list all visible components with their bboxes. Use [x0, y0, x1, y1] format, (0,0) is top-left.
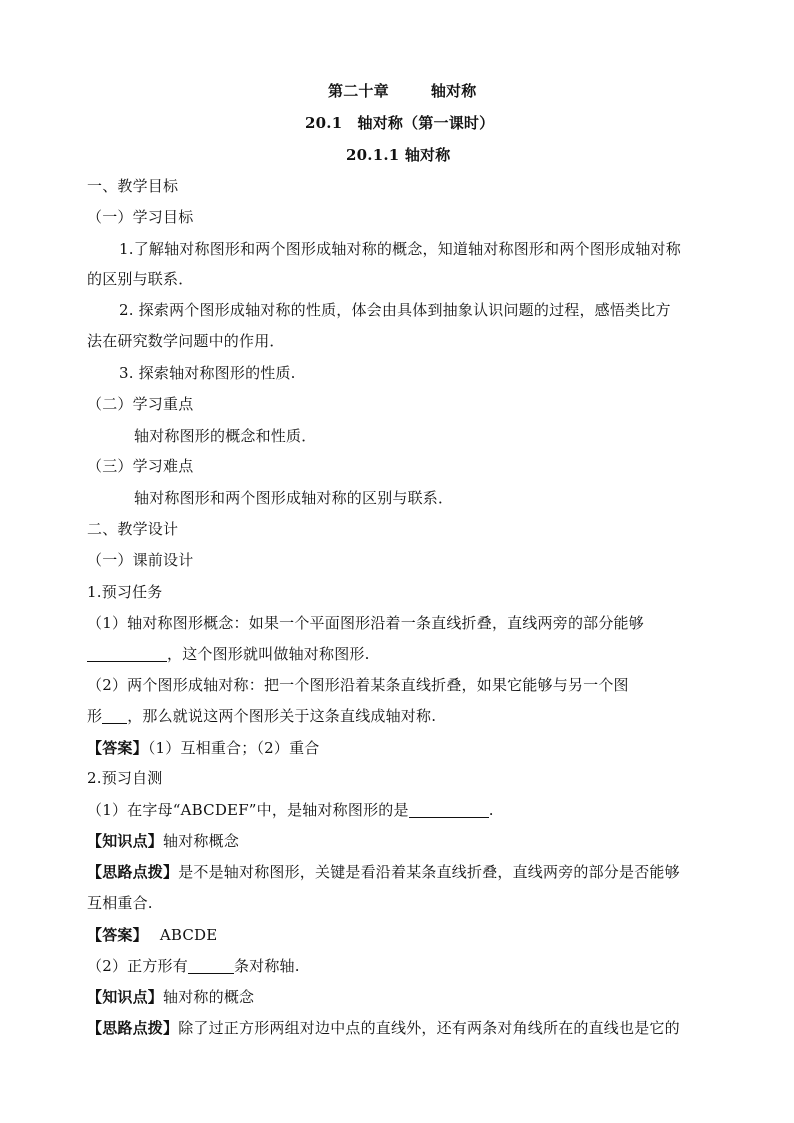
selftest-heading: 2.预习自测	[87, 769, 163, 787]
answer-label: 【答案】	[87, 739, 148, 757]
q1-hint-line2: 互相重合.	[87, 894, 153, 912]
chapter-name: 轴对称	[430, 82, 477, 100]
answer1: 【答案】（1）互相重合；（2）重合	[87, 739, 320, 757]
section-title: 20.1 轴对称（第一课时）	[305, 114, 495, 132]
task-heading: 1.预习任务	[87, 583, 163, 601]
hint-label: 【思路点拨】	[87, 863, 179, 881]
goals-heading: （一）学习目标	[87, 208, 194, 226]
key-heading: （二）学习重点	[87, 395, 194, 413]
pre-heading: （一）课前设计	[87, 551, 194, 569]
answer-blank	[87, 645, 167, 662]
answer-blank	[188, 957, 234, 974]
answer-blank	[102, 707, 127, 724]
subsection-title: 20.1.1 轴对称	[346, 146, 451, 164]
knowledge-label: 【知识点】	[87, 988, 164, 1006]
chapter-title	[328, 81, 476, 101]
hint-label: 【思路点拨】	[87, 1019, 179, 1037]
q1: （1）在字母“ABCDEF”中，是轴对称图形的是 .	[87, 801, 494, 819]
difficulty-heading: （三）学习难点	[87, 457, 194, 475]
task1-line2: ，这个图形就叫做轴对称图形.	[87, 644, 370, 664]
goal2-line2: 法在研究数学问题中的作用．	[87, 332, 285, 350]
part1-heading: 一、教学目标	[87, 177, 179, 195]
chapter-number: 第二十章	[328, 82, 389, 100]
goal2-line1: 2. 探索两个图形成轴对称的性质，体会由具体到抽象认识问题的过程，感悟类比方	[119, 301, 671, 319]
q2-hint: 【思路点拨】除了过正方形两组对边中点的直线外，还有两条对角线所在的直线也是它的	[87, 1019, 680, 1037]
q1-answer: 【答案】 ABCDE	[87, 926, 218, 944]
goal1-line2: 的区别与联系．	[87, 270, 194, 288]
difficulty-text: 轴对称图形和两个图形成轴对称的区别与联系．	[134, 489, 454, 507]
answer-blank	[409, 801, 489, 818]
q2-knowledge-point: 【知识点】轴对称的概念	[87, 988, 255, 1006]
q2: （2）正方形有 条对称轴.	[87, 957, 300, 975]
goal3: 3. 探索轴对称图形的性质.	[119, 364, 296, 382]
task2-line1: （2）两个图形成轴对称：把一个图形沿着某条直线折叠，如果它能够与另一个图	[87, 676, 629, 694]
task1-line1: （1）轴对称图形概念：如果一个平面图形沿着一条直线折叠，直线两旁的部分能够	[87, 614, 644, 632]
part2-heading: 二、教学设计	[87, 520, 179, 538]
q1-hint-line1: 【思路点拨】是不是轴对称图形，关键是看沿着某条直线折叠，直线两旁的部分是否能够	[87, 863, 680, 881]
answer-label: 【答案】	[87, 926, 148, 944]
goal1-line1: 1.了解轴对称图形和两个图形成轴对称的概念，知道轴对称图形和两个图形成轴对称	[119, 240, 681, 258]
key-text: 轴对称图形的概念和性质．	[134, 427, 317, 445]
task2-line2: 形 ，那么就说这两个图形关于这条直线成轴对称.	[87, 707, 437, 725]
q1-knowledge-point: 【知识点】轴对称概念	[87, 832, 240, 850]
knowledge-label: 【知识点】	[87, 832, 164, 850]
